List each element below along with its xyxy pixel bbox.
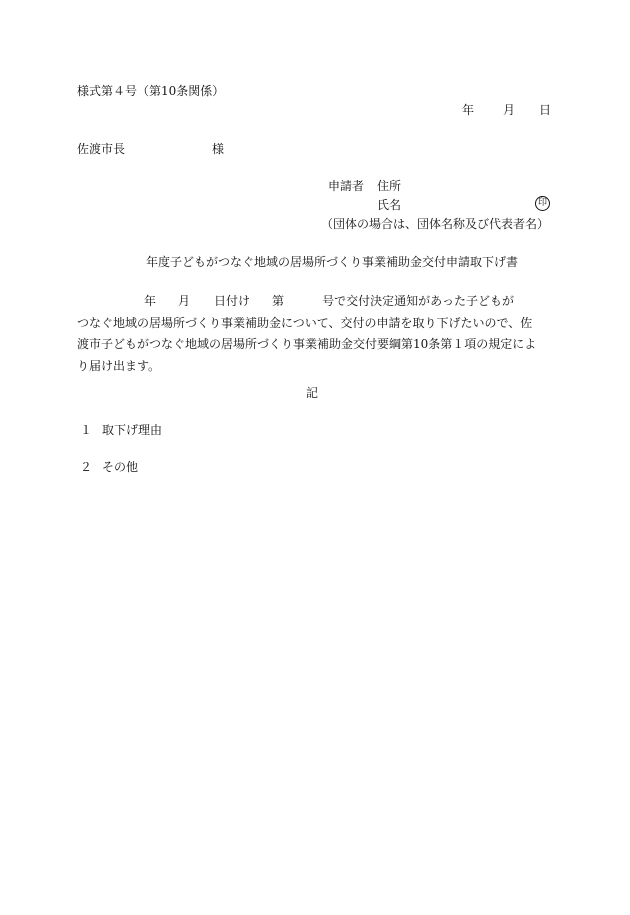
date-month-label: 月 bbox=[503, 103, 516, 117]
date-day-label: 日 bbox=[539, 103, 552, 117]
address-label: 住所 bbox=[377, 179, 402, 193]
item-label: その他 bbox=[102, 460, 139, 474]
ki-heading: 記 bbox=[306, 386, 319, 400]
body-date-suffix: 日付け bbox=[214, 294, 251, 308]
seal-icon: 印 bbox=[535, 196, 550, 211]
name-label: 氏名 bbox=[377, 198, 402, 212]
body-month: 月 bbox=[178, 294, 191, 308]
body-paragraph bbox=[77, 291, 555, 377]
item-number: １ bbox=[80, 423, 93, 437]
applicant-label: 申請者 bbox=[328, 179, 365, 193]
organization-note: （団体の場合は、団体名称及び代表者名） bbox=[321, 217, 550, 231]
list-item bbox=[80, 461, 138, 473]
body-year: 年 bbox=[144, 294, 157, 308]
form-number: 様式第４号（第10条関係） bbox=[77, 84, 225, 98]
body-line-2: つなぐ地域の居場所づくり事業補助金について、交付の申請を取り下げたいので、佐 bbox=[77, 315, 533, 330]
addressee-honorific: 様 bbox=[212, 142, 225, 156]
body-line-1-rest: 号で交付決定通知があった子どもが bbox=[322, 294, 514, 308]
body-line-4: り届け出ます。 bbox=[77, 358, 161, 373]
item-label: 取下げ理由 bbox=[102, 423, 163, 437]
date-year-label: 年 bbox=[462, 103, 475, 117]
list-item bbox=[80, 424, 162, 436]
item-number: ２ bbox=[80, 460, 93, 474]
body-line-1 bbox=[77, 291, 555, 313]
body-number-prefix: 第 bbox=[272, 294, 285, 308]
document-title: 年度子どもがつなぐ地域の居場所づくり事業補助金交付申請取下げ書 bbox=[146, 255, 519, 269]
addressee-name: 佐渡市長 bbox=[77, 142, 126, 156]
body-line-3: 渡市子どもがつなぐ地域の居場所づくり事業補助金交付要綱第10条第１項の規定によ bbox=[77, 337, 537, 351]
